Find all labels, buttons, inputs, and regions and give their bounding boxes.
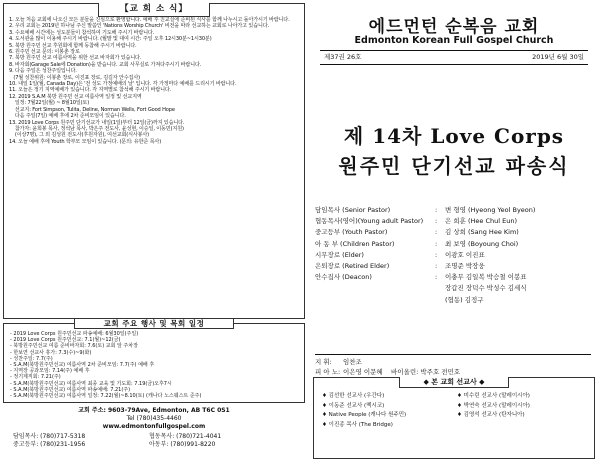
hero-title: 제 14차 Love Corps [343, 124, 565, 148]
staff-name-continued: 장갑진 장덕수 박성수 김세식 [445, 284, 527, 293]
music-staff [315, 357, 460, 377]
staff-name-continued: (협동) 김정구 [445, 295, 484, 304]
church-name-korean: 에드먼턴 순복음 교회 [368, 17, 540, 37]
missionary-item: ♦ Native People (캐나다 원주민) [322, 412, 407, 418]
events-schedule-list [10, 331, 201, 399]
news-item: 6. 원주민 선교 문의: 이봉춘 장로 [9, 49, 80, 56]
news-item: 8. 바자회(Garage Sale에 Donation)을 받습니다. 교회 사무실로 가져다주시기 바랍니다. [9, 61, 202, 68]
staff-row: 시무장로 (Elder) : 이광호 이진표 [315, 250, 595, 261]
news-item: 참가자: 윤희봉 목사, 정석남 목사, 박은주 전도사, 윤성현, 이승일, 이동민(지원) [9, 125, 184, 132]
staff-row: 중고등부 (Youth Pastor) : 김 상희 (Sang Hee Kim) [315, 227, 595, 238]
staff-role: 안수집사 (Deacon) [315, 273, 372, 282]
missionary-item: ♦ 이동준 선교사 (멕시코) [322, 402, 385, 409]
piano-label: 피 아 노: [315, 368, 341, 376]
staff-name: 변 형영 (Hyeong Yeol Byeon) [445, 206, 536, 214]
missionary-item: ♦ 김선한 선교사 (우간다) [322, 393, 385, 399]
news-item: 다음 주일(7일) 예배 후에 2차 준비모임이 있습니다. [9, 113, 126, 120]
issue-row [320, 50, 588, 65]
news-item: 12. 2019 S.A.M 북방 원주민 선교 여름사역 일정 및 선교지역 [9, 93, 142, 100]
news-item: 14. 오늘 예배 후에 Youth 학부모 모임이 있습니다. (문의: 유한준 목사) [9, 138, 162, 145]
news-item: 13. 2019 Love Corps 원주민 단기선교가 내일(1일)부터 12일(금)까지 있습니다. [9, 119, 185, 126]
church-name-english: Edmonton Korean Full Gospel Church [354, 35, 554, 46]
missionaries-grid [322, 392, 592, 430]
staff-role: 협동목사(영어)(Young adult Pastor) [315, 217, 424, 226]
phone-value: (780)721-4041 [176, 433, 222, 440]
news-item: (이상7명), 그 외 김성원 전도사(후원자원), 여선교회(식사봉사) [9, 132, 150, 139]
church-website[interactable]: www.edmontonfullgospel.com [102, 423, 206, 430]
staff-role: 아 동 부 (Children Pastor) [315, 239, 395, 248]
conductor-name: 임찬조 [343, 358, 362, 366]
issue-number: 제37권 26호 [324, 53, 362, 61]
church-address: 교회 주소: 9603-79Ave, Edmonton, AB T6C 0S1 [78, 407, 230, 414]
news-item: 1. 오늘 처음 교회에 나오신 모든 분들을 진심으로 환영합니다. 예배 후 친교실에 준비된 식사를 함께 나누시고 돌아가시기 바랍니다. [9, 17, 290, 23]
news-item: 일정: 7월22일(월) ~ 8월10일(토) [9, 100, 90, 107]
staff-name: 김 상희 (Sang Hee Kim) [445, 228, 519, 237]
church-news-title: 【교 회 소 식】 [98, 3, 210, 17]
staff-role: 중고등부 (Youth Pastor) [315, 228, 388, 237]
church-phone: Tel (780)435-4460 [126, 415, 182, 422]
staff-name: 최 보영 (Boyoung Choi) [445, 239, 519, 248]
staff-name: 조명준 박장웅 [445, 262, 485, 271]
event-item: - 2019 Love Corps 원주민선교 파송예배: 6월30일(주일) [10, 331, 139, 337]
missionary-item: ♦ 김영석 선교사 (탄자니아) [457, 412, 525, 418]
event-item: - 성찬주일: 7.7(주) [10, 355, 53, 362]
phone-value: (780)717-5318 [40, 433, 86, 440]
event-item: - S.A.M(북방원주민선교) 여름사역 일정: 7.22(월)~8.10(토) (캐나다 노스웨스트 준주) [10, 393, 202, 400]
contact-section [3, 407, 305, 449]
staff-row: 안수집사 (Deacon) : 이충무 김일복 박승철 이봉표 [315, 272, 595, 283]
events-schedule-title: 교회 주요 행사 및 목회 일정 [74, 318, 234, 329]
event-item: - 지역장 공과모임: 7.14(주) 예배 후 [10, 368, 90, 375]
events-schedule-box [3, 319, 305, 403]
staff-name: 이충무 김일복 박승철 이봉표 [445, 273, 527, 282]
staff-list [315, 205, 595, 306]
left-column [3, 3, 305, 460]
staff-phones: 담임목사: (780)717-5318 협동목사: (780)721-4041 중고등부: (780)231-1956 아동부: (780)991-8220 [13, 433, 222, 448]
news-item: 11. 오늘은 정기 지역예배가 있습니다. 각 지역별로 참석해 주시기 바랍니다. [9, 87, 172, 94]
missionaries-title: ◆ 본 교회 선교사 ◆ [399, 377, 509, 388]
missionary-item: ♦ 이진종 목사 (The Bridge) [322, 421, 393, 428]
church-news-list [9, 17, 299, 145]
news-item: 3. 수요예배 시간에는 성도분들이 참석하여 기도해 주시기 바랍니다. [9, 29, 155, 36]
piano-names: 이은영 이문혜 [343, 368, 383, 376]
staff-name: 이광호 이진표 [445, 250, 485, 259]
hero-subtitle: 원주민 단기선교 파송식 [338, 154, 570, 178]
staff-row: 담임목사 (Senior Pastor) : 변 형영 (Hyeong Yeol Byeon) [315, 205, 595, 216]
missionaries-box [313, 377, 595, 459]
violin-label: 바이올린: [391, 368, 419, 376]
staff-row: 협동목사(영어)(Young adult Pastor) : 은 희훈 (Hee Chul Eun) [315, 216, 595, 227]
news-item: 2. 우리 교회는 2019년 하나님 주신 말씀인 'Nations Worship Church' 비전을 따라 선교하는 교회로 나아가고 있습니다. [9, 23, 269, 30]
news-item: 선교지: Fort Simpson, Tulita, Deline, Norman Wells, Fort Good Hope [9, 106, 175, 113]
phone-label: 협동목사 [149, 433, 173, 440]
missionary-item: ♦ 미수린 선교사 (말레이시아) [457, 393, 530, 399]
news-item: 7. 북방 원주민 선교 여름사역을 위한 선교 바자회가 있습니다. [9, 55, 142, 62]
missionary-item: ♦ 박연숙 선교사 (말레이시아) [457, 402, 530, 409]
divider [315, 354, 591, 355]
staff-row: 은퇴장로 (Retired Elder) : 조명준 박장웅 [315, 261, 595, 272]
event-item: - 2019 Love Corps 원주민선교: 7.1(월)~12(금) [10, 337, 121, 344]
issue-date: 2019년 6월 30일 [532, 53, 584, 61]
news-item: 5. 북방 원주민 선교 후원회에 함께 동참해 주시기 바랍니다. [9, 42, 137, 49]
news-item: (7월 성찬위원: 이봉춘 장로, 이진표 장로, 김길자 안수집사) [9, 74, 140, 81]
event-item: - 북방원주민선교 여름 준비바자회: 7.6(토) 교회 앞 주차장 [10, 343, 138, 350]
news-item: 10. 내일 1일(월, Canada Day)은 '전 성도 가정예배의 날' 입니다. 각 가정마다 예배를 드리시기 바랍니다. [9, 81, 237, 88]
staff-role: 은퇴장로 (Retired Elder) [315, 262, 390, 271]
event-item: - S.A.M(북방원주민선교) 여름사역 최종 교육 및 기도회: 7.19(금)오후7시 [10, 380, 172, 387]
staff-role: 담임목사 (Senior Pastor) [315, 206, 391, 214]
event-item: - 한보연 선교사 휴가: 7.3(수)~9(화) [10, 349, 92, 356]
right-column [308, 0, 600, 463]
event-item: - S.A.M(북방원주민선교) 여름사역 파송예배: 7.21(주) [10, 386, 131, 393]
event-item: - 정기제직회: 7.21(주) [10, 374, 61, 381]
phone-value: (780)991-8220 [170, 441, 216, 448]
news-item: 9. 다음 주일은 성찬주일입니다. [9, 68, 77, 75]
violin-names: 박주호 전민호 [420, 368, 461, 376]
news-item: 4. 도서관을 많이 이용해 주시기 바랍니다. (월말 및 대여 시간: 주일 오후 12시30분~1시30분) [9, 36, 212, 43]
conductor-label: 지 휘: [315, 358, 332, 366]
phone-label: 중고등부 [13, 441, 37, 448]
phone-value: (780)231-1956 [40, 441, 86, 448]
church-news-box [3, 3, 305, 319]
event-item: - S.A.M(북방원주민선교) 여름사역 2차 준비모임: 7.7(주) 예배 후 [10, 362, 155, 369]
phone-label: 아동부 [149, 441, 167, 448]
staff-name: 은 희훈 (Hee Chul Eun) [445, 217, 517, 226]
phone-label: 담임목사 [13, 433, 37, 440]
staff-row: 아 동 부 (Children Pastor) : 최 보영 (Boyoung Choi) [315, 239, 595, 250]
staff-role: 시무장로 (Elder) [315, 250, 364, 259]
